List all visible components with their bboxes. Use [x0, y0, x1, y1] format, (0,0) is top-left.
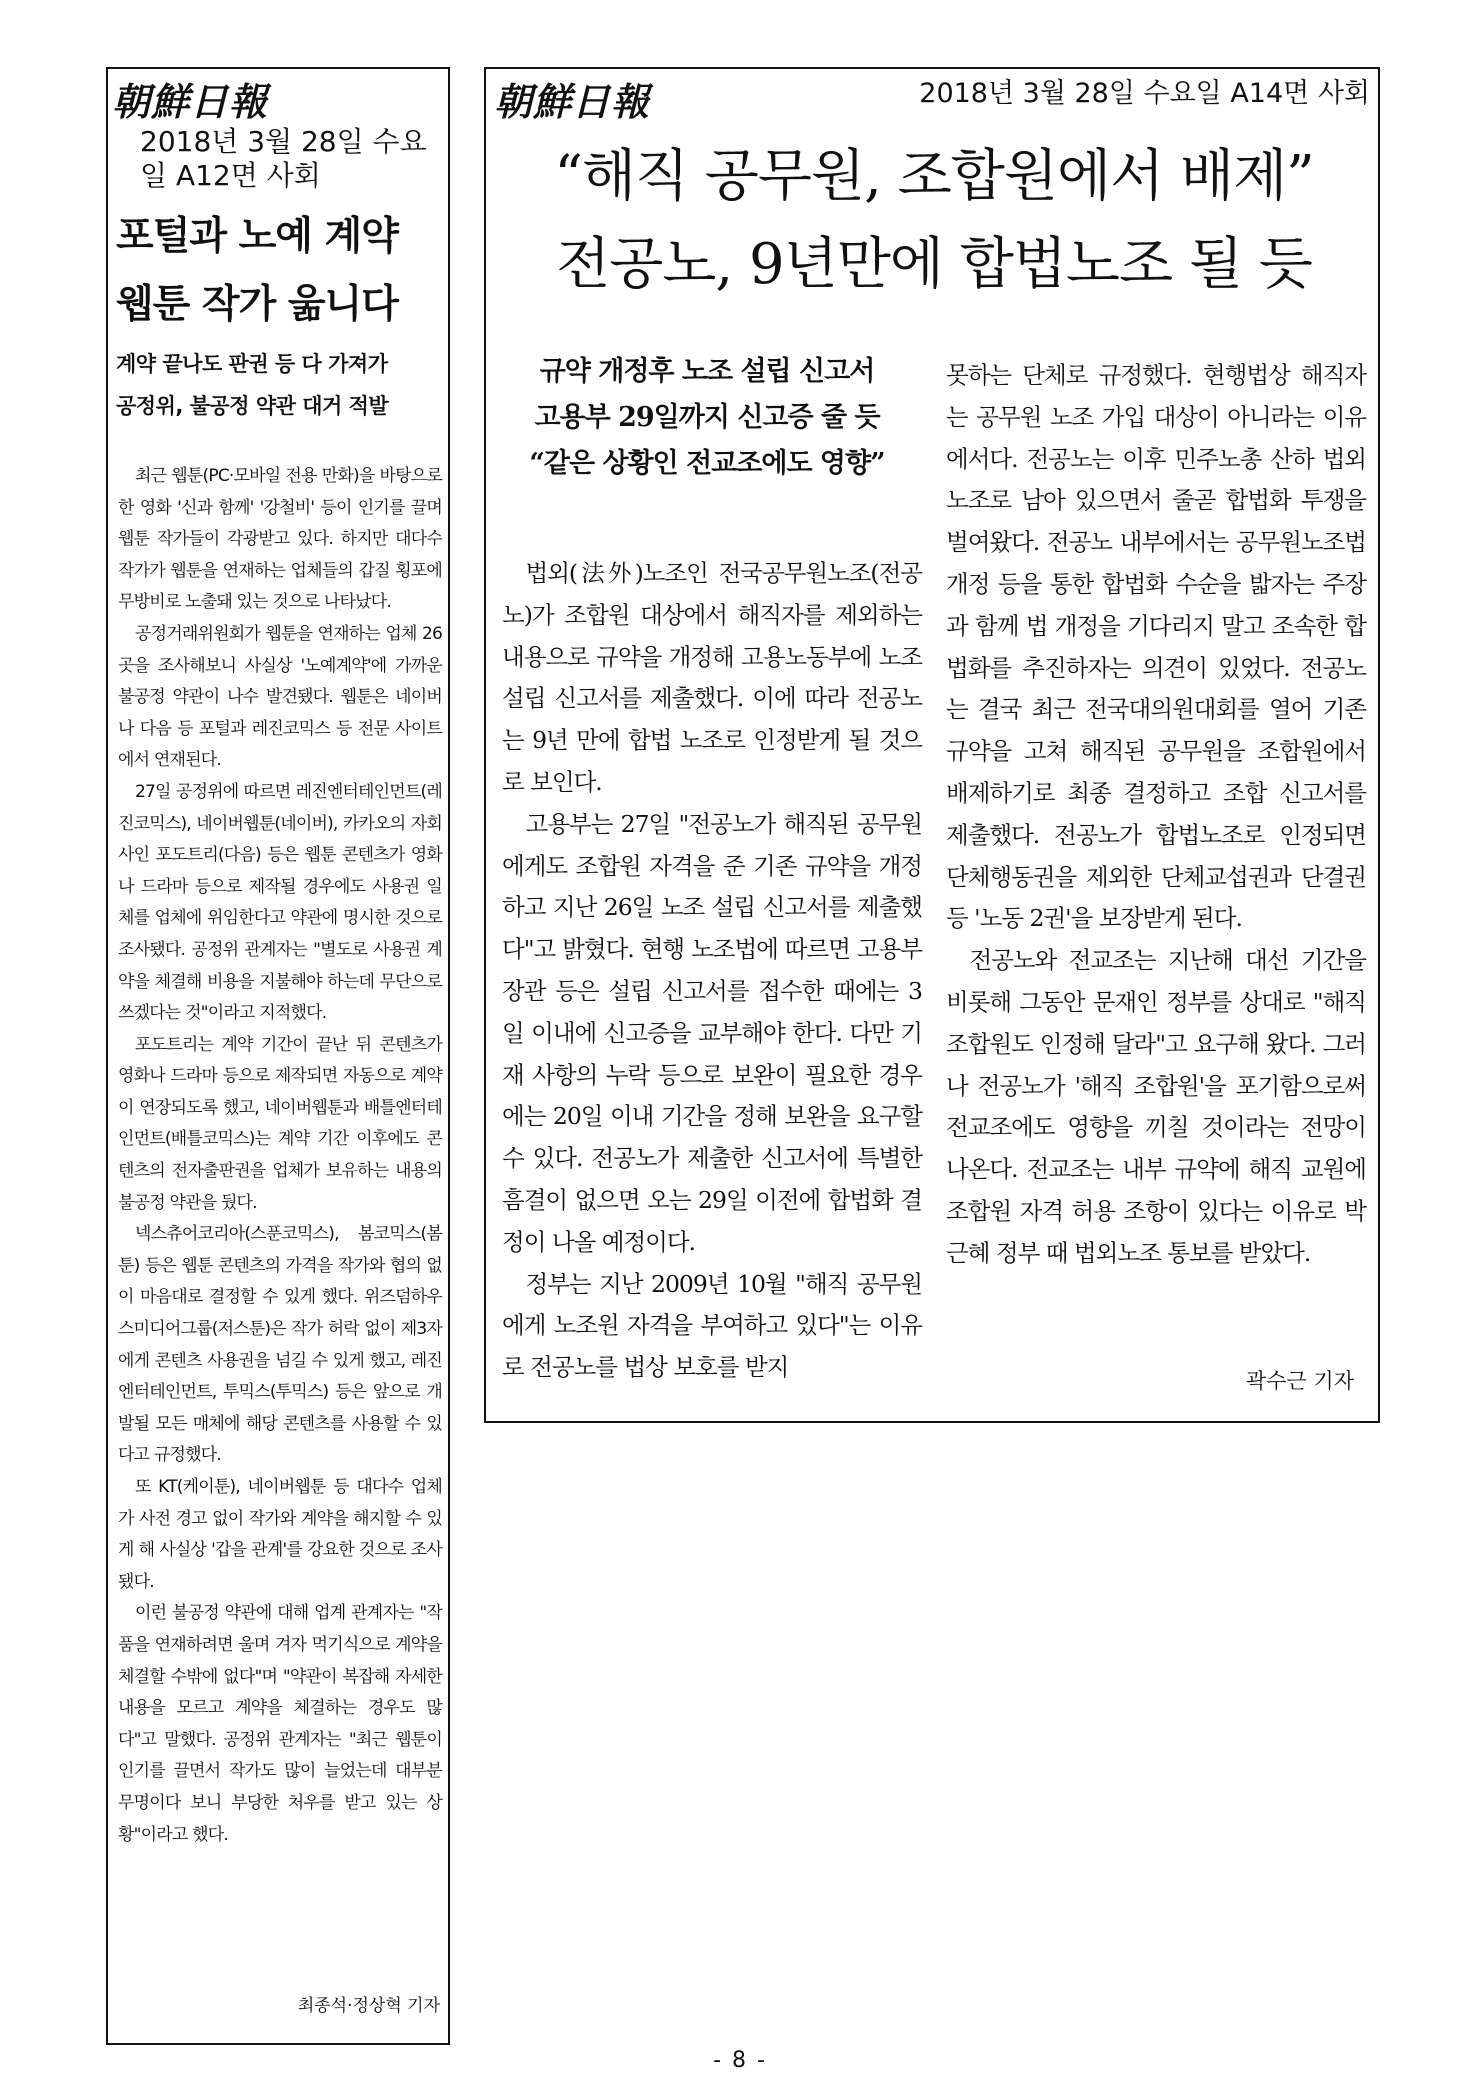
article-column-2 [946, 355, 1366, 1275]
subheadline-line: 규약 개정후 노조 설립 신고서 [539, 356, 875, 387]
left-article-clipping [106, 67, 450, 2045]
article-body [118, 461, 442, 1851]
body-paragraph: 정부는 지난 2009년 10월 "해직 공무원에게 노조원 자격을 부여하고 있다"는 이유로 전공노를 법상 보호를 받지 [502, 1269, 922, 1382]
body-paragraph: 못하는 단체로 규정했다. 현행법상 해직자는 공무원 노조 가입 대상이 아니라는 이유에서다. 전공노는 이후 민주노총 산하 법외노조로 남아 있으면서 줄곧 합법화 투쟁을 벌여왔다. 전공노 내부에서는 공무원노조법 개정 등을 통한 합법화 수순을 밟자는 주장과 함께 법 개정을 기다리지 말고 조속한 합법화를 추진하자는 의견이 있었다. 전공노는 결국 최근 전국대의원대회를 열어 기존 규약을 고쳐 해직된 공무원을 조합원에서 배제하기로 최종 결정하고 조합 신고서를 제출했다. 전공노가 합법노조로 인정되면 단체행동권을 제외한 단체교섭권과 단결권 등 '노동 2권'을 보장받게 된다. [946, 361, 1366, 933]
article-subheadline [502, 349, 912, 487]
article-column-1 [502, 553, 922, 1389]
article-subheadline [116, 343, 446, 427]
body-paragraph: 최근 웹툰(PC·모바일 전용 만화)을 바탕으로 한 영화 '신과 함께' '강철비' 등이 인기를 끌며 웹툰 작가들이 각광받고 있다. 하지만 대다수 작가가 웹툰을 연재하는 업체들의 갑질 횡포에 무방비로 노출돼 있는 것으로 나타났다. [118, 466, 442, 613]
headline-line: 전공노, 9년만에 합법노조 될 듯 [556, 232, 1312, 297]
article-dateline: 2018년 3월 28일 수요일 A12면 사회 [140, 125, 427, 192]
body-paragraph: 또 KT(케이툰), 네이버웹툰 등 대다수 업체가 사전 경고 없이 작가와 계약을 해지할 수 있게 해 사실상 '갑을 관계'를 강요한 것으로 조사됐다. [118, 1477, 442, 1592]
body-paragraph: 포도트리는 계약 기간이 끝난 뒤 콘텐츠가 영화나 드라마 등으로 제작되면 자동으로 계약이 연장되도록 했고, 네이버웹툰과 배틀엔터테인먼트(배틀코믹스)는 계약 기간 이후에도 콘텐츠의 전자출판권을 업체가 보유하는 내용의 불공정 약관을 뒀다. [118, 1034, 442, 1213]
headline-line: 웹툰 작가 욺니다 [116, 282, 398, 327]
article-byline: 곽수근 기자 [1245, 1369, 1354, 1393]
right-article-clipping [484, 67, 1380, 1423]
newspaper-logo: 朝鮮日報 [494, 79, 651, 124]
subheadline-line: 공정위, 불공정 약관 대거 적발 [116, 394, 389, 418]
subheadline-line: 계약 끝나도 판권 등 다 가져가 [116, 352, 388, 376]
article-dateline: 2018년 3월 28일 수요일 A14면 사회 [919, 78, 1370, 109]
body-paragraph: 27일 공정위에 따르면 레진엔터테인먼트(레진코믹스), 네이버웹툰(네이버), 카카오의 자회사인 포도트리(다음) 등은 웹툰 콘텐츠가 영화나 드라마 등으로 제작될 경우에도 사용권 일체를 업체에 위임한다고 약관에 명시한 것으로 조사됐다. 공정위 관계자는 "별도로 사용권 계약을 체결해 비용을 지불해야 하는데 무단으로 쓰겠다는 것"이라고 지적했다. [118, 781, 442, 1024]
headline-line: 포털과 노예 계약 [116, 214, 398, 259]
body-paragraph: 고용부는 27일 "전공노가 해직된 공무원에게도 조합원 자격을 준 기존 규약을 개정하고 지난 26일 노조 설립 신고서를 제출했다"고 밝혔다. 현행 노조법에 따르면 고용부 장관 등은 설립 신고서를 접수한 때에는 3일 이내에 신고증을 교부해야 한다. 다만 기재 사항의 누락 등으로 보완이 필요한 경우에는 20일 이내 기간을 정해 보완을 요구할 수 있다. 전공노가 제출한 신고서에 특별한 흠결이 없으면 오는 29일 이전에 합법화 결정이 나올 예정이다. [502, 809, 922, 1256]
subheadline-line: “같은 상황인 전교조에도 영향” [529, 448, 885, 479]
page-number: - 8 - [713, 2048, 767, 2073]
body-paragraph: 전공노와 전교조는 지난해 대선 기간을 비롯해 그동안 문재인 정부를 상대로 "해직 조합원도 인정해 달라"고 요구해 왔다. 그러나 전공노가 '해직 조합원'을 포기함으로써 전교조에도 영향을 끼칠 것이라는 전망이 나온다. 전교조는 내부 규약에 해직 교원에 조합원 자격 허용 조항이 있다는 이유로 박근혜 정부 때 법외노조 통보를 받았다. [946, 946, 1366, 1267]
article-headline [486, 133, 1382, 309]
body-paragraph: 공정거래위원회가 웹툰을 연재하는 업체 26곳을 조사해보니 사실상 '노예계약'에 가까운 불공정 약관이 나수 발견됐다. 웹툰은 네이버나 다음 등 포털과 레진코믹스 등 전문 사이트에서 연재된다. [118, 623, 442, 771]
article-headline [116, 203, 446, 339]
body-paragraph: 이런 불공정 약관에 대해 업계 관계자는 "작품을 연재하려면 울며 겨자 먹기식으로 계약을 체결할 수밖에 없다"며 "약관이 복잡해 자세한 내용을 모르고 계약을 체결하는 경우도 많다"고 말했다. 공정위 관계자는 "최근 웹툰이 인기를 끌면서 작가도 많이 늘었는데 대부분 무명이다 보니 부당한 처우를 받고 있는 상황"이라고 했다. [118, 1603, 442, 1845]
newspaper-logo: 朝鮮日報 [112, 79, 269, 124]
article-byline: 최종석·정상혁 기자 [297, 1996, 440, 2016]
body-paragraph: 법외(法外)노조인 전국공무원노조(전공노)가 조합원 대상에서 해직자를 제외하는 내용으로 규약을 개정해 고용노동부에 노조 설립 신고서를 제출했다. 이에 따라 전공노는 9년 만에 합법 노조로 인정받게 될 것으로 보인다. [502, 559, 922, 796]
headline-line: “해직 공무원, 조합원에서 배제” [554, 144, 1314, 209]
subheadline-line: 고용부 29일까지 신고증 줄 듯 [534, 402, 880, 433]
body-paragraph: 넥스츄어코리아(스푼코믹스), 봄코믹스(봄툰) 등은 웹툰 콘텐츠의 가격을 작가와 협의 없이 마음대로 결정할 수 있게 했다. 위즈덤하우스미디어그룹(저스툰)은 작가 허락 없이 제3자에게 콘텐츠 사용권을 넘길 수 있게 했고, 레진엔터테인먼트, 투믹스(투믹스) 등은 앞으로 개발될 모든 매체에 해당 콘텐츠를 사용할 수 있다고 규정했다. [118, 1224, 442, 1466]
